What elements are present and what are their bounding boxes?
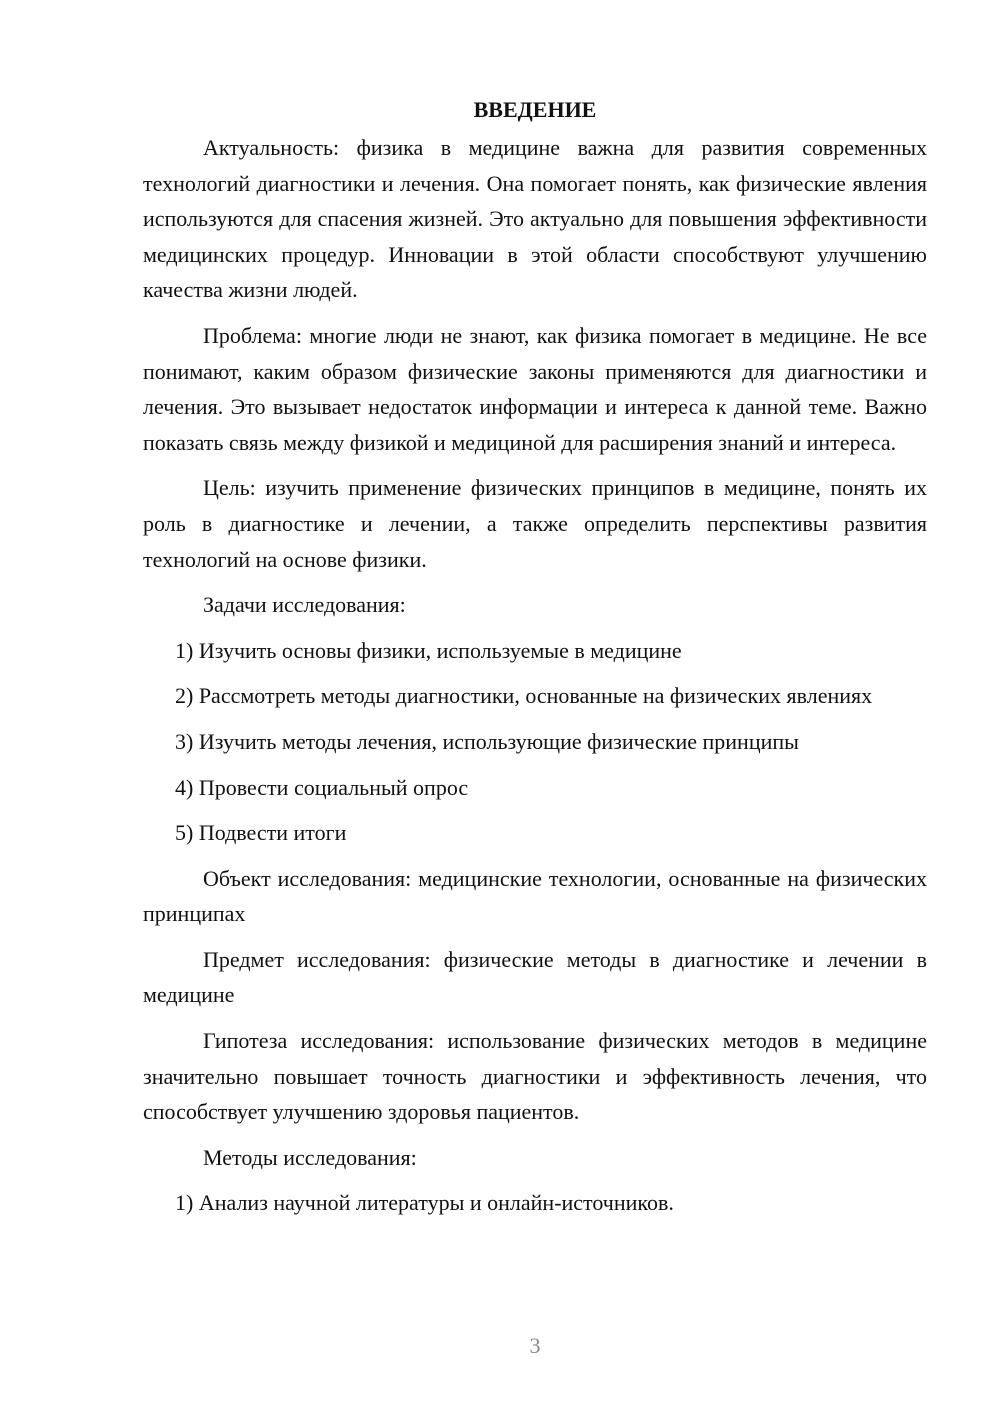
subject-paragraph: Предмет исследования: физические методы в диагностике и лечении в медицине (143, 946, 927, 1008)
hypothesis-paragraph: Гипотеза исследования: использование физических методов в медицине значительно повышает точность диагностики и эффективность лечения, что способствует улучшению здоровья пациентов. (143, 1028, 927, 1125)
task-item-1: 1) Изучить основы физики, используемые в медицине (175, 637, 682, 663)
methods-heading: Методы исследования: (203, 1144, 417, 1170)
method-item-1: 1) Анализ научной литературы и онлайн-источников. (175, 1190, 674, 1216)
page-content (143, 94, 927, 1231)
object-paragraph: Объект исследования: медицинские технологии, основанные на физических принципах (143, 865, 927, 927)
page-number: 3 (529, 1333, 541, 1358)
task-item-4: 4) Провести социальный опрос (175, 774, 469, 800)
task-item-2: 2) Рассмотреть методы диагностики, основанные на физических явлениях (175, 683, 873, 709)
problem-paragraph: Проблема: многие люди не знают, как физика помогает в медицине. Не все понимают, каким образом физические законы применяются для диагностики и лечения. Это вызывает недостаток информации и интереса к данной теме. Важно показать связь между физикой и медициной для расширения знаний и интереса. (143, 322, 927, 455)
tasks-heading: Задачи исследования: (203, 592, 406, 618)
goal-paragraph: Цель: изучить применение физических принципов в медицине, понять их роль в диагностике и лечении, а также определить перспективы развития технологий на основе физики. (143, 475, 927, 572)
section-title: ВВЕДЕНИЕ (473, 97, 597, 122)
task-item-5: 5) Подвести итоги (175, 820, 347, 846)
task-item-3: 3) Изучить методы лечения, использующие физические принципы (175, 728, 799, 754)
relevance-paragraph: Актуальность: физика в медицине важна для развития современных технологий диагностики и лечения. Она помогает понять, как физические явления используются для спасения жизней. Это актуально для повышения эффективности медицинских процедур. Инновации в этой области способствуют улучшению качества жизни людей. (143, 135, 927, 303)
